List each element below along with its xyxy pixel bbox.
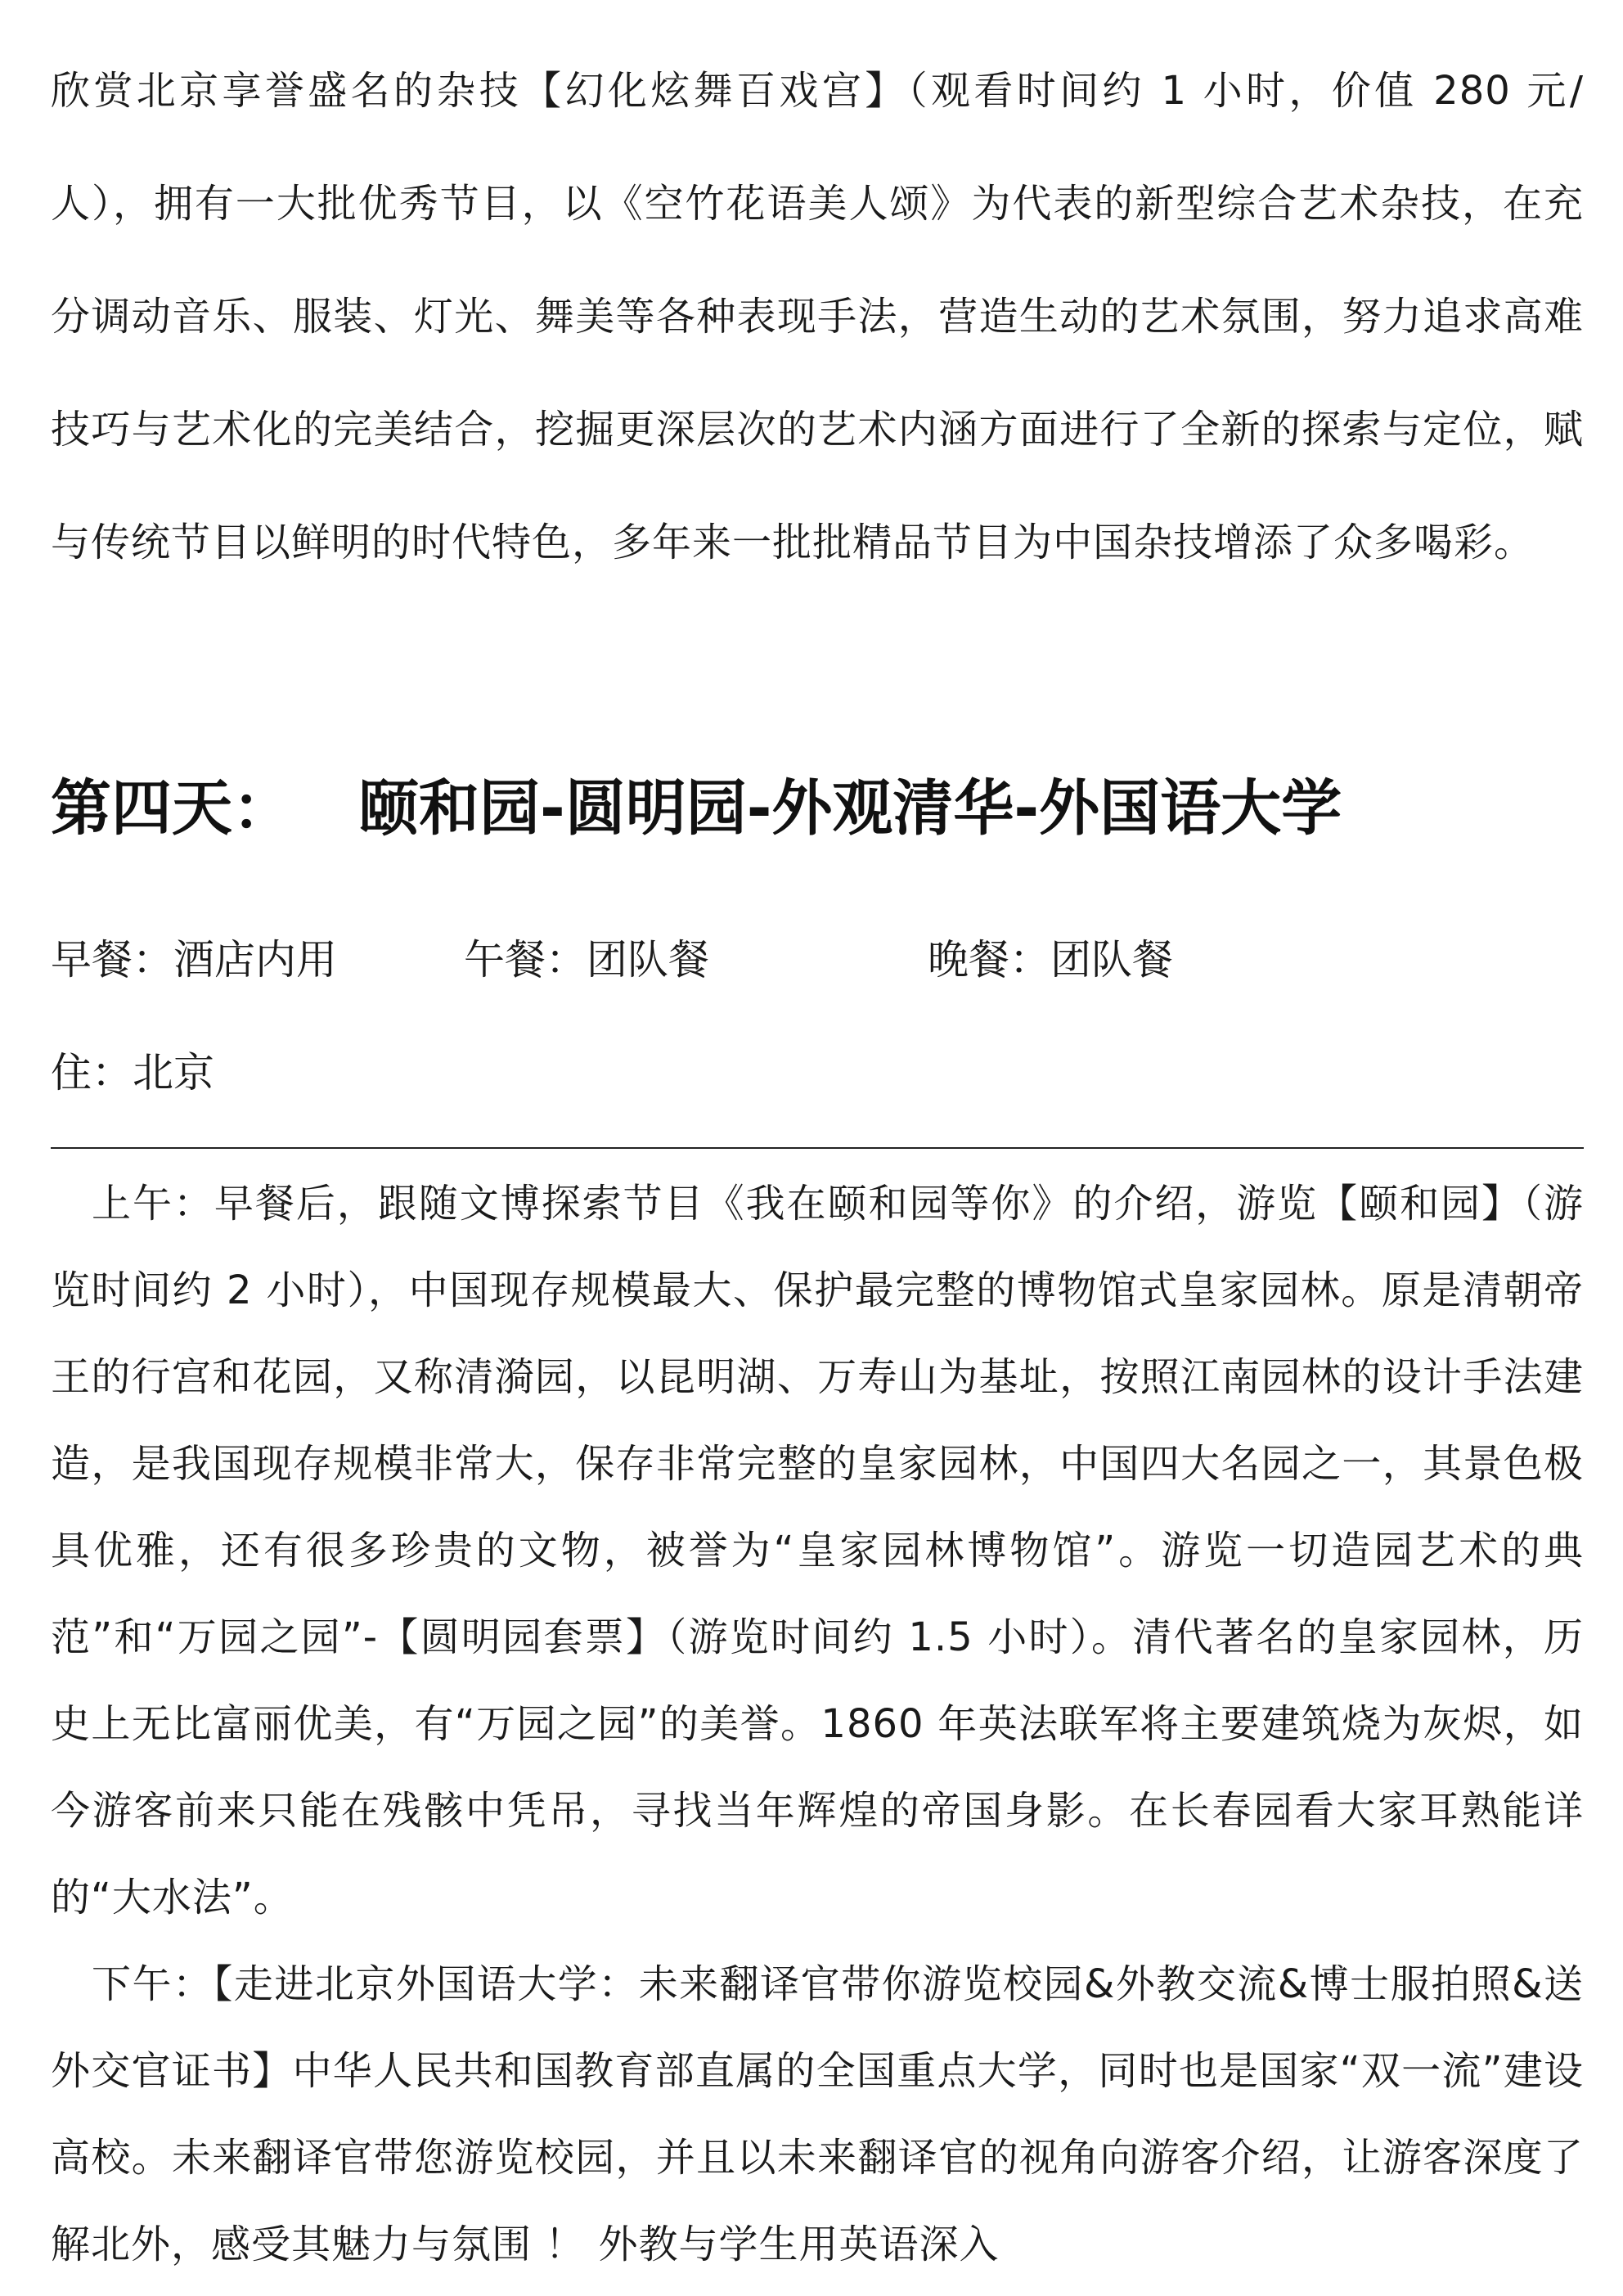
lunch-info: 午餐：团队餐 xyxy=(464,936,709,984)
breakfast-info: 早餐：酒店内用 xyxy=(51,936,337,984)
dinner-info: 晚餐：团队餐 xyxy=(928,936,1173,984)
divider-line xyxy=(51,1147,1584,1149)
intro-paragraph: 欣赏北京享誉盛名的杂技【幻化炫舞百戏宫】（观看时间约 1 小时，价值 280 元/人），拥有一大批优秀节目，以《空竹花语美人颂》为代表的新型综合艺术杂技，在充分调动音乐、服装、灯光、舞美等各种表现手法，营造生动的艺术氛围，努力追求高难技巧与艺术化的完美结合，挖掘更深层次的艺术内涵方面进行了全新的探索与定位，赋与传统节目以鲜明的时代特色，多年来一批批精品节目为中国杂技增添了众多喝彩。 xyxy=(51,68,1584,565)
accommodation-info: 住：北京 xyxy=(51,1049,214,1096)
day-label: 第四天： xyxy=(51,773,293,844)
itinerary-body xyxy=(51,1160,1584,2288)
morning-paragraph: 上午：早餐后，跟随文博探索节目《我在颐和园等你》的介绍，游览【颐和园】（游览时间约 2 小时），中国现存规模最大、保护最完整的博物馆式皇家园林。原是清朝帝王的行宫和花园，又称清漪园，以昆明湖、万寿山为基址，按照江南园林的设计手法建造，是我国现存规模非常大，保存非常完整的皇家园林，中国四大名园之一，其景色极具优雅，还有很多珍贵的文物，被誉为“皇家园林博物馆”。游览一切造园艺术的典范”和“万园之园”-【圆明园套票】（游览时间约 1.5 小时）。清代著名的皇家园林，历史上无比富丽优美，有“万园之园”的美誉。1860 年英法联军将主要建筑烧为灰烬，如今游客前来只能在残骸中凭吊，寻找当年辉煌的帝国身影。在长春园看大家耳熟能详的“大水法”。 xyxy=(51,1181,1584,1920)
document-page xyxy=(51,0,1584,2296)
afternoon-paragraph: 下午：【走进北京外国语大学：未来翻译官带你游览校园&外教交流&博士服拍照&送外交官证书】中华人民共和国教育部直属的全国重点大学，同时也是国家“双一流”建设高校。未来翻译官带您游览校园，并且以未来翻译官的视角向游客介绍，让游客深度了解北外，感受其魅力与氛围 ！ 外教与学生用英语深入 xyxy=(51,1961,1584,2267)
day-heading xyxy=(51,768,1342,849)
day-route: 颐和园-圆明园-外观清华-外国语大学 xyxy=(358,773,1342,844)
